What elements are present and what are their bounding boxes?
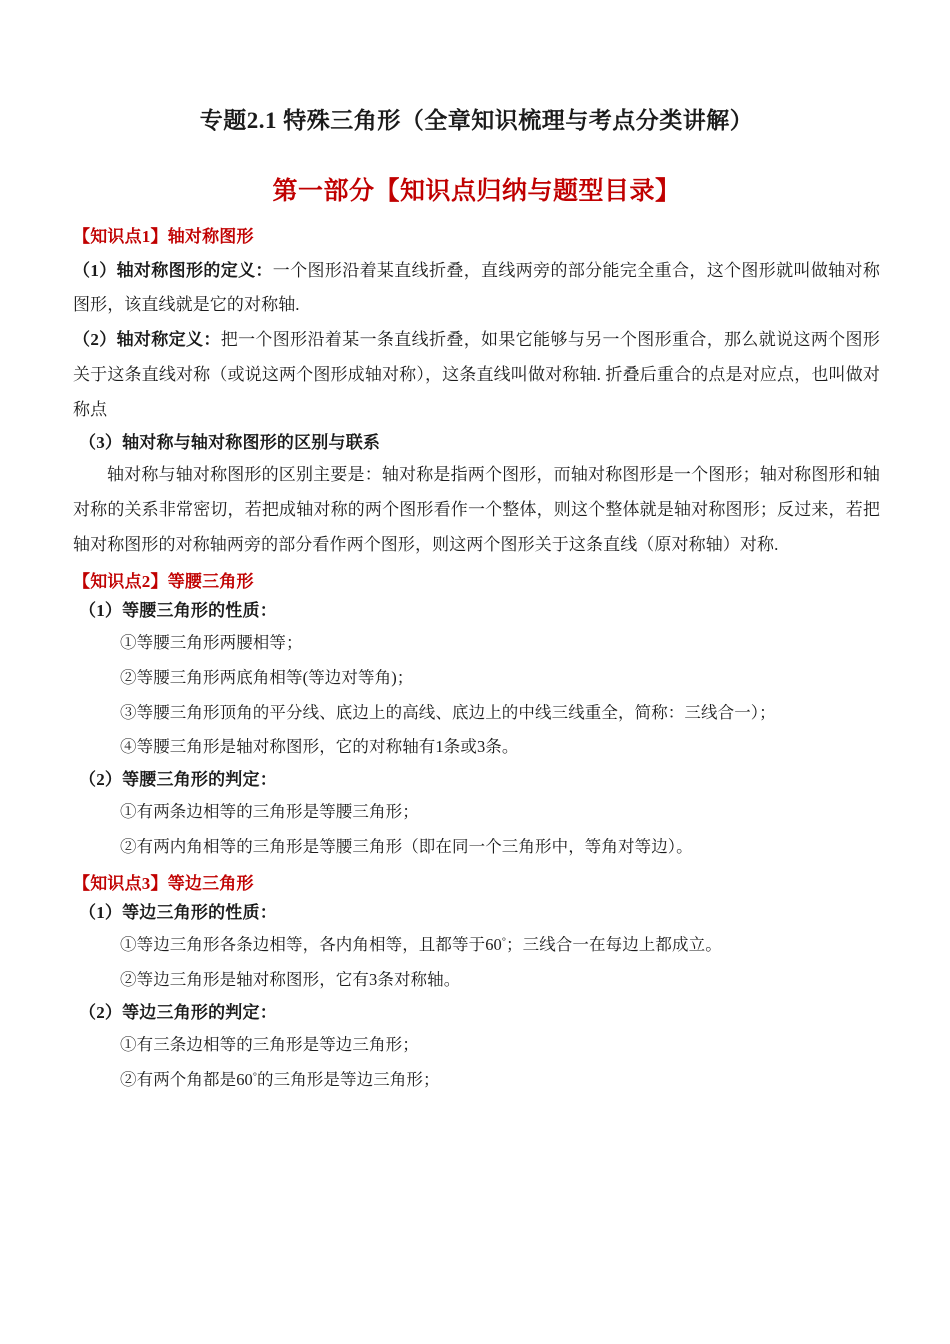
part-title: 第一部分【知识点归纳与题型目录】	[272, 177, 681, 205]
list-item: ④等腰三角形是轴对称图形，它的对称轴有1条或3条。	[120, 737, 519, 757]
paragraph-lead-label: （2）轴对称定义：	[73, 330, 221, 350]
sub-heading-equilateral-properties: （1）等边三角形的性质：	[79, 903, 277, 923]
sub-heading-equilateral-determination: （2）等边三角形的判定：	[79, 1002, 277, 1022]
section-heading-knowledge-point-1: 【知识点1】轴对称图形	[73, 227, 254, 246]
list-item: ①等腰三角形两腰相等；	[120, 633, 303, 653]
list-item: ③等腰三角形顶角的平分线、底边上的高线、底边上的中线三线重全，简称：三线合一）；	[120, 702, 776, 722]
page-title: 专题2.1 特殊三角形（全章知识梳理与考点分类讲解）	[199, 108, 754, 133]
sub-heading-isosceles-properties: （1）等腰三角形的性质：	[79, 601, 277, 621]
paragraph-body-text: 把一个图形沿着某一条直线折叠，如果它能够与另一个图形重合，那么就说这两个图形关于这条直线对称（或说这两个图形成轴对称），这条直线叫做对称轴. 折叠后重合的点是对应点，也叫做对称点	[73, 330, 880, 419]
degree-symbol: °	[501, 936, 506, 948]
list-item: ②等腰三角形两底角相等(等边对等角)；	[120, 668, 414, 688]
definition-paragraph-axisymmetric-figure	[73, 254, 880, 324]
section-heading-knowledge-point-2: 【知识点2】等腰三角形	[73, 571, 254, 591]
sub-heading-isosceles-determination: （2）等腰三角形的判定：	[79, 770, 277, 789]
list-item: ①有三条边相等的三角形是等边三角形；	[120, 1035, 419, 1055]
definition-paragraph-axial-symmetry	[73, 323, 880, 428]
sub-heading-difference-and-relation: （3）轴对称与轴对称图形的区别与联系	[79, 432, 381, 452]
section-heading-knowledge-point-3: 【知识点3】等边三角形	[73, 873, 254, 893]
list-item: ②有两个角都是60°的三角形是等边三角形；	[120, 1069, 440, 1089]
paragraph-difference-and-relation: 轴对称与轴对称图形的区别主要是：轴对称是指两个图形，而轴对称图形是一个图形；轴对称图形和轴对称的关系非常密切，若把成轴对称的两个图形看作一个整体，则这个整体就是轴对称图形；反过来，若把轴对称图形的对称轴两旁的部分看作两个图形，则这两个图形关于这条直线（原对称轴）对称.	[73, 465, 880, 554]
paragraph-lead-label: （1）轴对称图形的定义：	[73, 260, 273, 280]
paragraph-body-text: 一个图形沿着某直线折叠，直线两旁的部分能完全重合，这个图形就叫做轴对称图形，该直线就是它的对称轴.	[73, 260, 880, 315]
list-item: ①等边三角形各条边相等，各内角相等，且都等于60°；三线合一在每边上都成立。	[120, 935, 722, 955]
list-item: ②等边三角形是轴对称图形，它有3条对称轴。	[120, 970, 461, 990]
degree-symbol: °	[252, 1071, 257, 1083]
list-item: ②有两内角相等的三角形是等腰三角形（即在同一个三角形中，等角对等边）。	[120, 836, 693, 856]
list-item: ①有两条边相等的三角形是等腰三角形；	[120, 802, 419, 822]
